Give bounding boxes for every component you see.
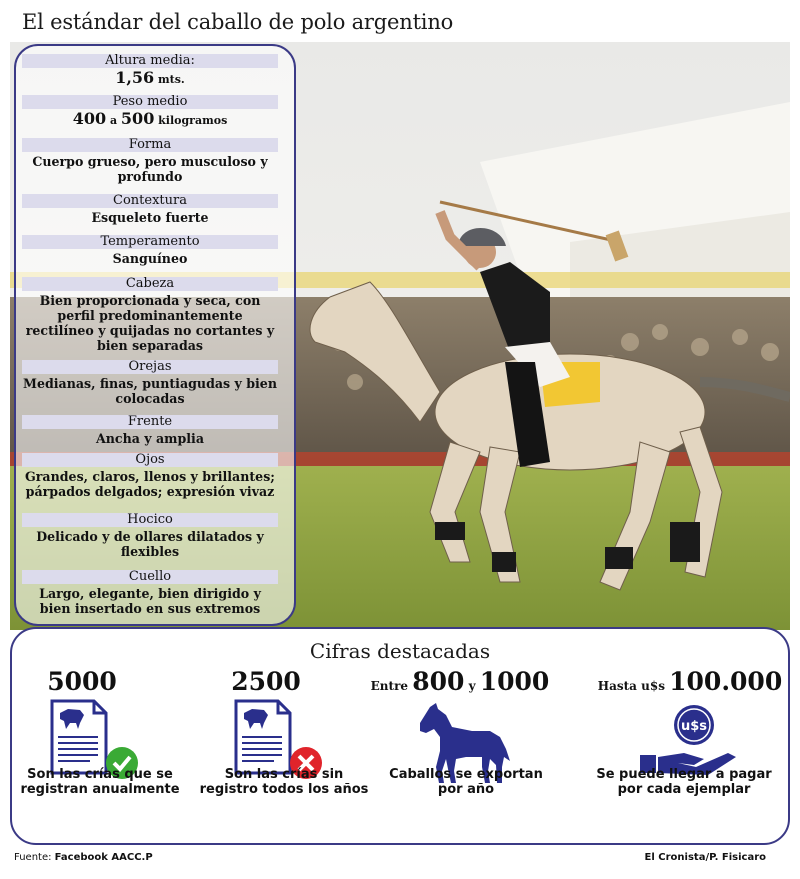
figure-caption: Son las crías que se registran anualmente — [20, 767, 180, 797]
section-value: Bien proporcionada y seca, con perfil predominantemente rectilíneo y quijadas no cortantes y bien separadas — [25, 293, 275, 353]
section-label: Peso medio — [22, 95, 278, 109]
figure-caption: Caballos se exportan por año — [389, 767, 543, 797]
figure-precio-maximo — [590, 667, 790, 701]
page-title: El estándar del caballo de polo argentino — [22, 10, 454, 34]
section-label: Frente — [22, 415, 278, 429]
section-value: Cuerpo grueso, pero musculoso y profundo — [32, 154, 268, 184]
section-label: Orejas — [22, 360, 278, 374]
coin-text: u$s — [680, 719, 708, 734]
figure-number: Hasta u$s 100.000 — [597, 667, 783, 696]
figure-number: 2500 — [231, 667, 301, 696]
section-label: Cabeza — [22, 277, 278, 291]
section-label: Temperamento — [22, 235, 278, 249]
section-forma — [22, 138, 278, 184]
figure-caption: Se puede llegar a pagar por cada ejemplar — [596, 767, 772, 797]
source-name: Facebook AACC.P — [54, 852, 153, 863]
section-peso — [22, 95, 278, 128]
section-value: Esqueleto fuerte — [91, 210, 209, 225]
source-footer: Fuente: Facebook AACC.P — [14, 852, 153, 863]
section-ojos — [22, 453, 278, 499]
section-label: Altura media: — [22, 54, 278, 68]
cifras-panel — [10, 627, 790, 845]
section-label: Contextura — [22, 194, 278, 208]
figure-caption: Son las crías sin registro todos los años — [199, 767, 369, 797]
section-value: Largo, elegante, bien dirigido y bien insertado en sus extremos — [39, 586, 261, 616]
section-cuello — [22, 570, 278, 616]
figure-crias-registradas — [0, 667, 172, 697]
section-label: Ojos — [22, 453, 278, 467]
section-hocico — [22, 513, 278, 559]
section-orejas — [22, 360, 278, 406]
section-label: Hocico — [22, 513, 278, 527]
figure-crias-sin-registro — [176, 667, 356, 697]
cifras-title: Cifras destacadas — [309, 639, 491, 663]
section-value: Medianas, finas, puntiagudas y bien colocadas — [23, 376, 277, 406]
section-altura — [22, 54, 278, 87]
section-cabeza — [22, 277, 278, 353]
section-label: Cuello — [22, 570, 278, 584]
section-contextura — [22, 194, 278, 225]
figure-number: Entre 800 y 1000 — [370, 667, 550, 696]
section-value: Ancha y amplia — [95, 431, 205, 446]
section-value: Sanguíneo — [112, 251, 188, 266]
section-value: 1,56 mts. — [115, 68, 185, 87]
figure-number: 5000 — [47, 667, 117, 696]
section-value: Grandes, claros, llenos y brillantes; párpados delgados; expresión vivaz — [25, 469, 275, 499]
section-temperamento — [22, 235, 278, 266]
section-label: Forma — [22, 138, 278, 152]
section-value: Delicado y de ollares dilatados y flexibles — [36, 529, 264, 559]
section-frente — [22, 415, 278, 446]
section-value: 400 a 500 kilogramos — [72, 109, 228, 128]
figure-exportaciones — [350, 667, 570, 701]
credit-footer: El Cronista/P. Fisicaro — [644, 852, 766, 863]
